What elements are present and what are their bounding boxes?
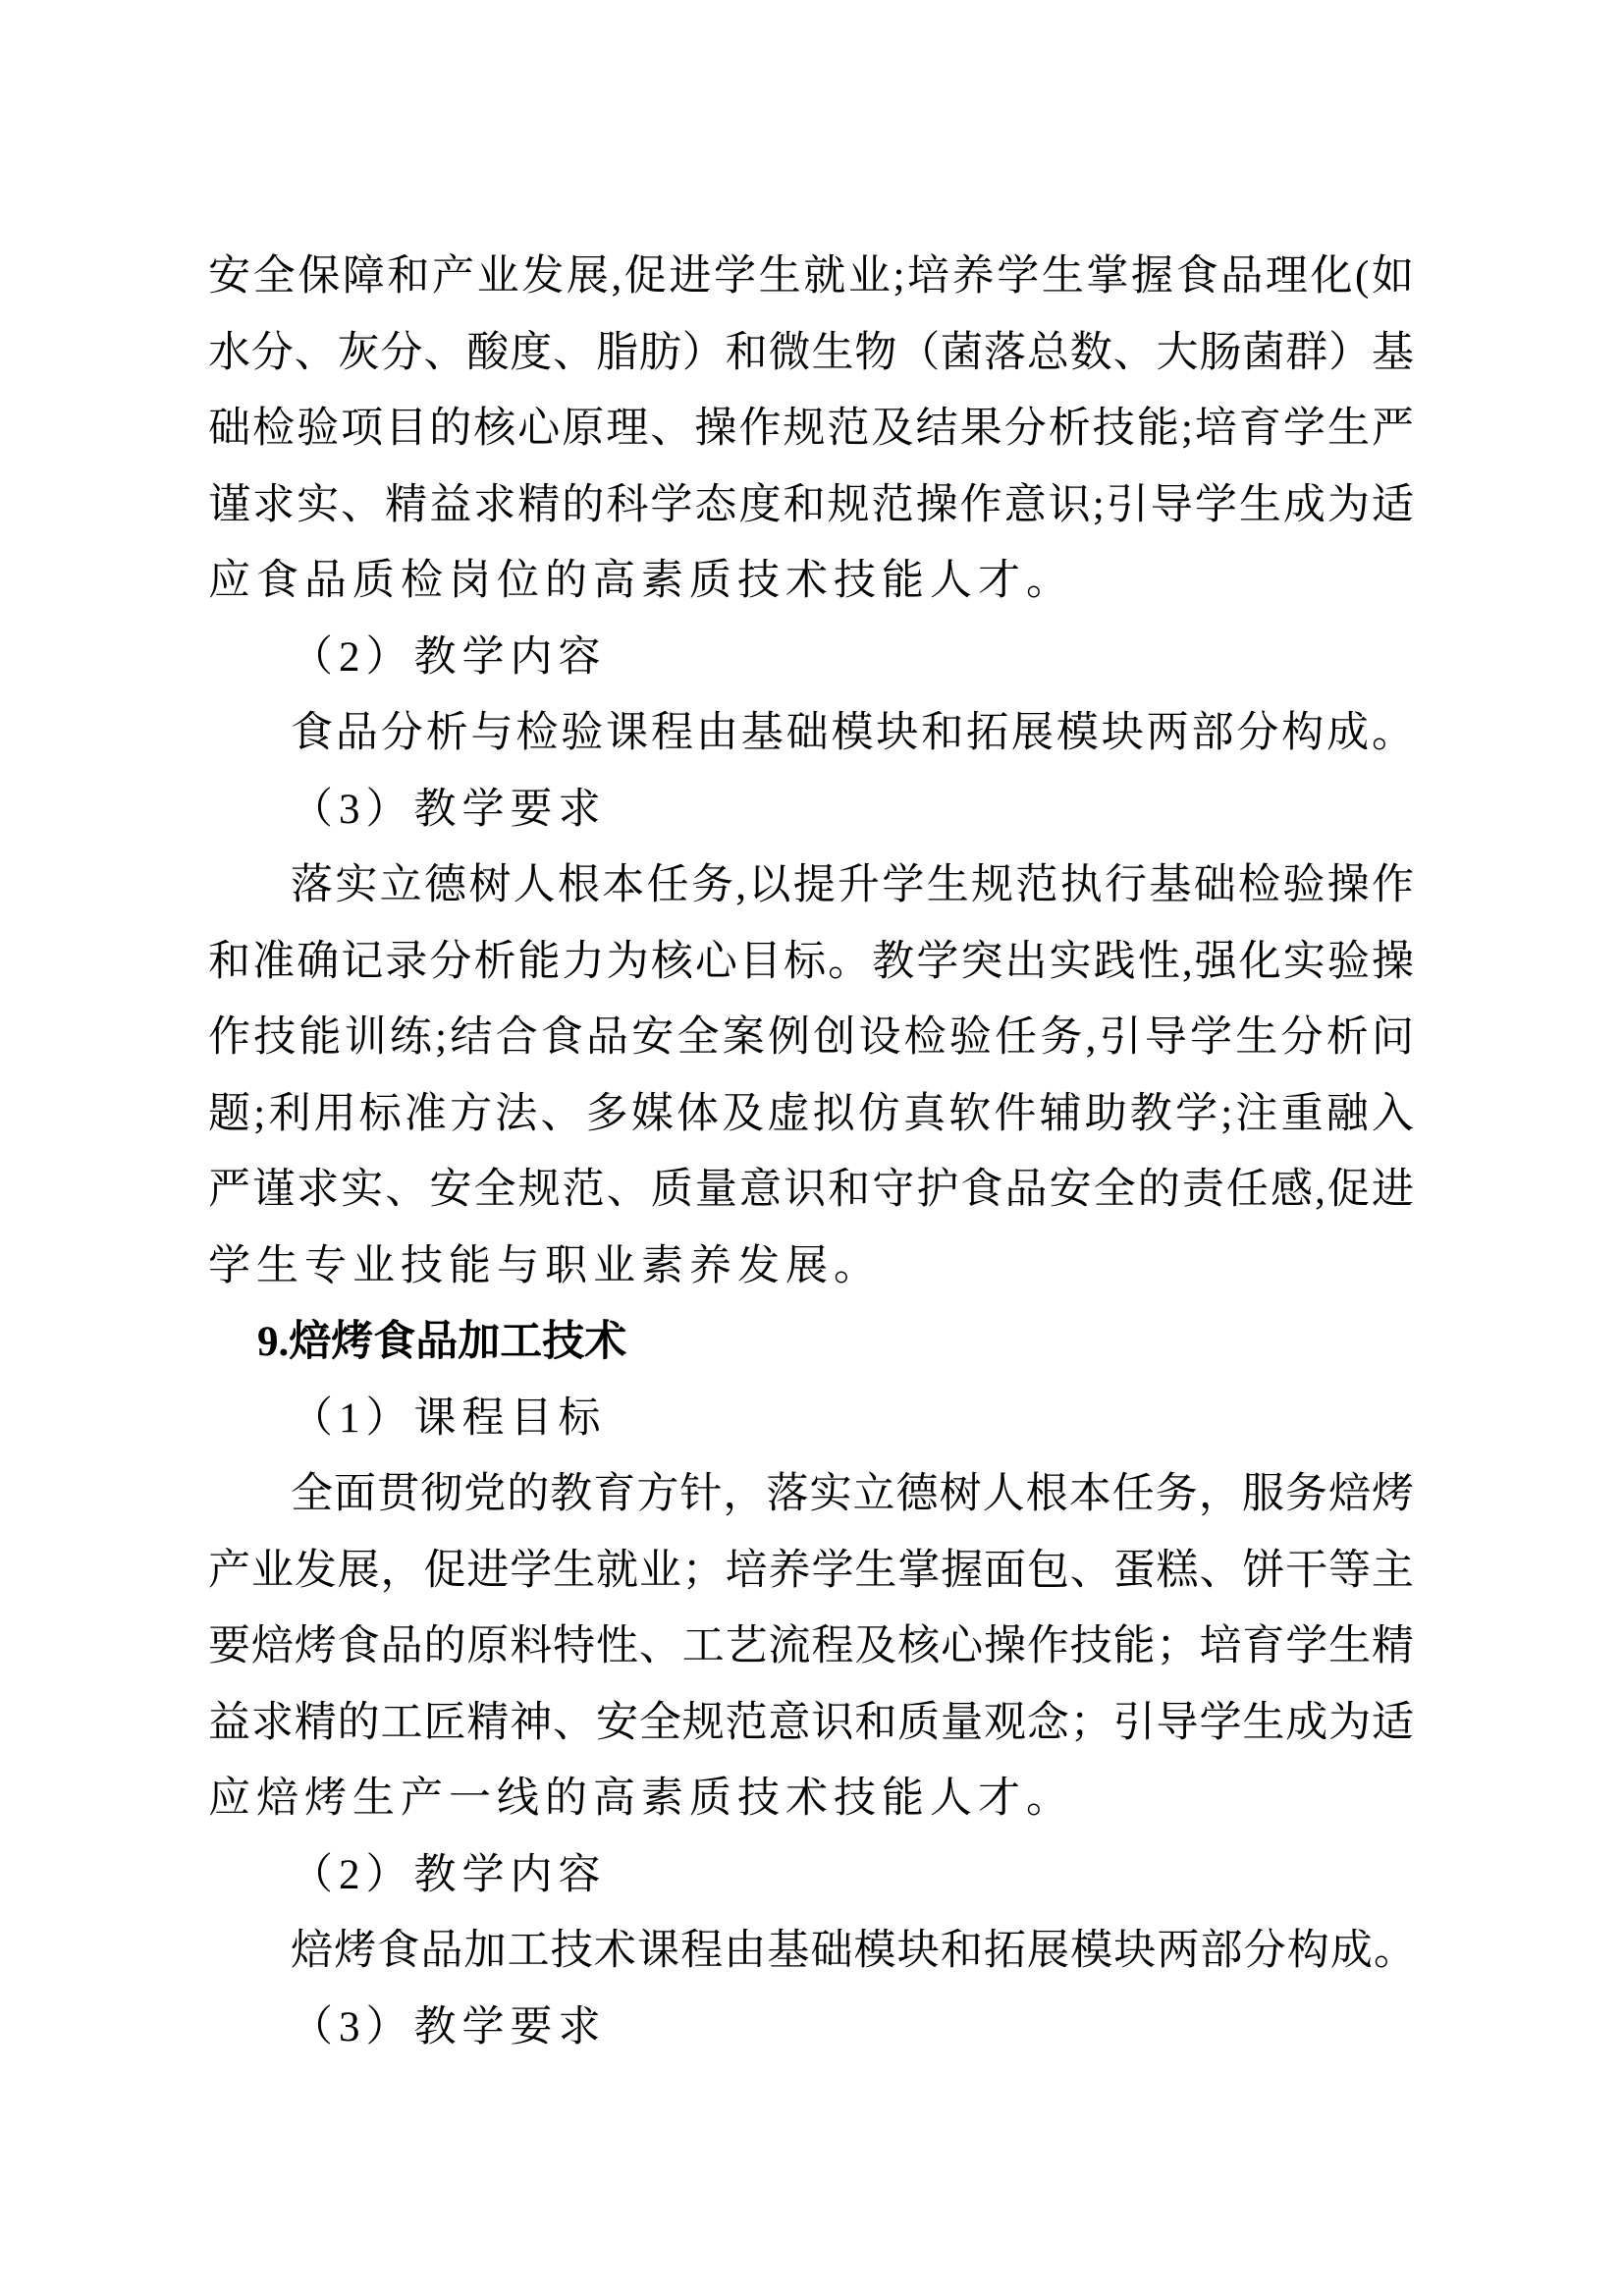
text-line: 要焙烤食品的原料特性、工艺流程及核心操作技能；培育学生精 — [208, 1623, 1414, 1669]
text-line: 础检验项目的核心原理、操作规范及结果分析技能;培育学生严 — [208, 406, 1414, 452]
text-line: 落实立德树人根本任务,以提升学生规范执行基础检验操作 — [291, 862, 1414, 908]
text-line: 水分、灰分、酸度、脂肪）和微生物（菌落总数、大肠菌群）基 — [208, 329, 1414, 376]
text-line: （3）教学要求 — [291, 786, 607, 833]
text-line: 谨求实、精益求精的科学态度和规范操作意识;引导学生成为适 — [208, 481, 1414, 528]
text-line: 安全保障和产业发展,促进学生就业;培养学生掌握食品理化(如 — [208, 253, 1414, 300]
text-line: （3）教学要求 — [291, 2003, 607, 2050]
text-line: 严谨求实、安全规范、质量意识和守护食品安全的责任感,促进 — [208, 1167, 1414, 1213]
text-line: 应焙烤生产一线的高素质技术技能人才。 — [208, 1776, 1074, 1822]
text-line: （2）教学内容 — [291, 1851, 607, 1898]
section-heading: 9.焙烤食品加工技术 — [257, 1319, 627, 1365]
text-line: 应食品质检岗位的高素质技术技能人才。 — [208, 558, 1074, 604]
text-line: 题;利用标准方法、多媒体及虚拟仿真软件辅助教学;注重融入 — [208, 1090, 1414, 1137]
text-line: 益求精的工匠精神、安全规范意识和质量观念；引导学生成为适 — [208, 1699, 1414, 1746]
text-line: 产业发展，促进学生就业；培养学生掌握面包、蛋糕、饼干等主 — [208, 1547, 1414, 1594]
text-line: 食品分析与检验课程由基础模块和拓展模块两部分构成。 — [291, 710, 1414, 756]
text-line: 学生专业技能与职业素养发展。 — [208, 1242, 882, 1289]
text-line: 作技能训练;结合食品安全案例创设检验任务,引导学生分析问 — [208, 1014, 1414, 1061]
text-line: 和准确记录分析能力为核心目标。教学突出实践性,强化实验操 — [208, 938, 1414, 985]
document-text-block — [208, 239, 1414, 2065]
text-line: （2）教学内容 — [291, 633, 607, 681]
text-line: （1）课程目标 — [291, 1394, 607, 1442]
text-line: 焙烤食品加工技术课程由基础模块和拓展模块两部分构成。 — [291, 1928, 1414, 1974]
text-line: 全面贯彻党的教育方针，落实立德树人根本任务，服务焙烤 — [291, 1471, 1414, 1517]
